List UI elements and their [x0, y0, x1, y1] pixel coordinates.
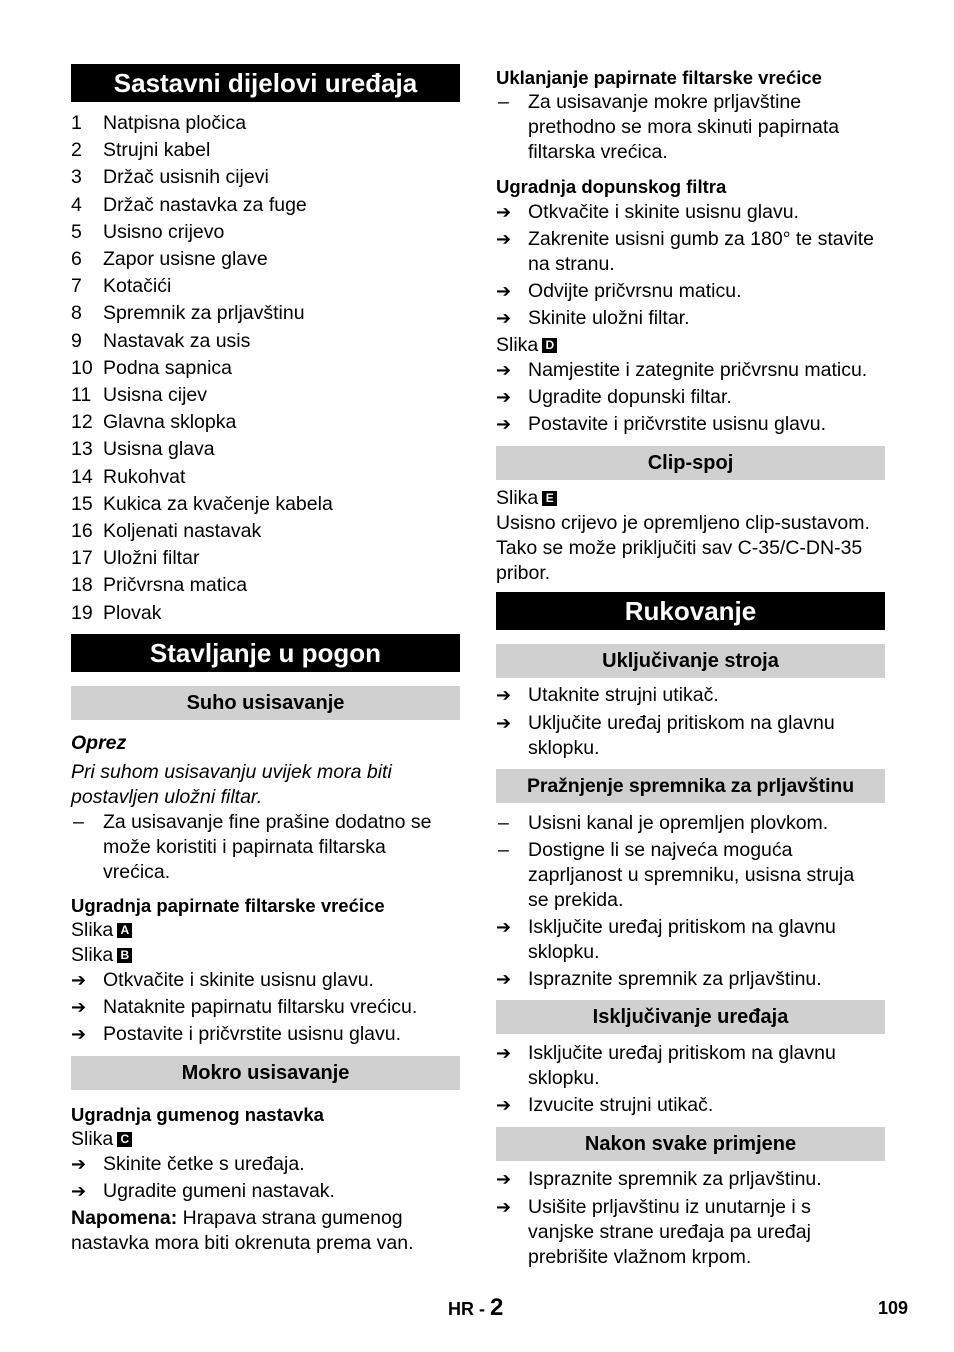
parts-list-item: [71, 164, 460, 191]
after-use-heading: Nakon svake primjene: [496, 1127, 885, 1161]
bag-remove-heading: Uklanjanje papirnate filtarske vrećice: [496, 67, 822, 88]
parts-list-item-text: Nastavak za usis: [103, 329, 251, 352]
step-item: [496, 279, 885, 304]
section-number: 2: [490, 1294, 504, 1321]
footer-separator: -: [474, 1299, 490, 1319]
arrow-icon: ➔: [496, 387, 512, 407]
step-text: Odvijte pričvrsnu maticu.: [528, 280, 742, 302]
parts-list-item-text: Strujni kabel: [103, 139, 211, 162]
item-number: 19: [71, 601, 93, 624]
figure-ref-a: [71, 918, 460, 943]
parts-list-item: [71, 137, 460, 164]
caution-text-line-1: Pri suhom usisavanju uvijek mora biti: [71, 760, 392, 783]
arrow-icon: ➔: [496, 685, 512, 705]
parts-list-item: [71, 192, 460, 219]
arrow-icon: ➔: [496, 308, 512, 328]
item-number: 14: [71, 465, 93, 488]
step-text: sklopku.: [528, 1067, 600, 1089]
arrow-icon: ➔: [496, 713, 512, 733]
bag-remove-line-3: filtarska vrećica.: [528, 141, 668, 163]
caution-text-line-2: postavljen uložni filtar.: [71, 785, 263, 808]
figure-ref-e: [496, 486, 885, 511]
parts-list-item: [71, 273, 460, 300]
empty-note-text: Dostigne li se najveća moguća: [528, 839, 793, 861]
figure-badge-d: D: [542, 338, 557, 353]
parts-list-item: [71, 219, 460, 246]
step-item: [496, 200, 885, 225]
item-number: 18: [71, 574, 93, 597]
figure-ref-b: [71, 943, 460, 968]
dry-vacuum-heading: Suho usisavanje: [71, 686, 460, 720]
parts-list-item-text: Držač nastavka za fuge: [103, 193, 307, 216]
note-paragraph: [71, 1206, 460, 1231]
note-text-line-1: Hrapava strana gumenog: [177, 1206, 403, 1229]
figure-badge-a: A: [117, 923, 132, 938]
step-item: [496, 711, 885, 761]
clip-text-line-2: Tako se može priključiti sav C-35/C-DN-35: [496, 537, 863, 559]
step-item: [496, 227, 885, 277]
figure-label: Slika: [496, 334, 539, 356]
dry-note-item: [71, 810, 460, 885]
rubber-install-steps: [71, 1152, 460, 1204]
item-number: 17: [71, 547, 93, 570]
step-text: Isključite uređaj pritiskom na glavnu: [528, 1042, 836, 1064]
parts-list-item: [71, 545, 460, 572]
parts-list-item-text: Usisno crijevo: [103, 220, 225, 243]
bag-install-heading: Ugradnja papirnate filtarske vrećice: [71, 894, 385, 916]
parts-list-item: [71, 409, 460, 436]
parts-list-item: [71, 246, 460, 273]
parts-list-item: [71, 572, 460, 599]
item-number: 16: [71, 520, 93, 543]
figure-label: Slika: [496, 487, 539, 509]
parts-list-item: [71, 518, 460, 545]
step-text: Usišite prljavštinu iz unutarnje i s: [528, 1196, 811, 1218]
dash-bullet: –: [498, 91, 509, 113]
extra-filter-heading: Ugradnja dopunskog filtra: [496, 176, 727, 197]
step-item: [496, 915, 885, 965]
step-item: [71, 1152, 460, 1177]
page-footer-section: [448, 1294, 503, 1323]
note-label: Napomena:: [71, 1206, 178, 1229]
step-text: Utaknite strujni utikač.: [528, 684, 719, 706]
figure-badge-b: B: [117, 948, 132, 963]
empty-note-item: [496, 811, 885, 836]
parts-list-item-text: Zapor usisne glave: [103, 248, 268, 271]
step-item: [496, 967, 885, 992]
arrow-icon: ➔: [496, 414, 512, 434]
arrow-icon: ➔: [71, 996, 87, 1017]
item-number: 10: [71, 356, 93, 379]
empty-note-text: Usisni kanal je opremljen plovkom.: [528, 812, 829, 834]
step-item: [496, 683, 885, 708]
arrow-icon: ➔: [496, 917, 512, 937]
rubber-install-heading: Ugradnja gumenog nastavka: [71, 1103, 324, 1125]
step-text: sklopku.: [528, 941, 600, 963]
step-item: [496, 1093, 885, 1118]
parts-list-item: [71, 328, 460, 355]
parts-list-item-text: Plovak: [103, 601, 162, 624]
parts-list-item-text: Koljenati nastavak: [103, 520, 262, 543]
step-text: Izvucite strujni utikač.: [528, 1094, 714, 1116]
step-item: [71, 995, 460, 1020]
item-number: 12: [71, 411, 93, 434]
empty-note-text: zaprljanost u spremniku, usisna struja: [528, 864, 855, 886]
parts-list-item: [71, 382, 460, 409]
extra-filter-steps: [496, 358, 885, 437]
item-number: 8: [71, 302, 82, 325]
parts-list-item: [71, 110, 460, 137]
arrow-icon: ➔: [496, 1197, 512, 1217]
step-text: Ispraznite spremnik za prljavštinu.: [528, 1168, 822, 1190]
arrow-icon: ➔: [496, 969, 512, 989]
dash-bullet: –: [498, 812, 509, 834]
step-item-text: Postavite i pričvrstite usisnu glavu.: [103, 1022, 402, 1045]
step-item: [71, 968, 460, 993]
dash-bullet: –: [498, 839, 509, 861]
dry-note-line-1: Za usisavanje fine prašine dodatno se: [103, 810, 432, 833]
step-item-text: Ugradite dopunski filtar.: [528, 386, 732, 408]
parts-list-item-text: Podna sapnica: [103, 356, 233, 379]
item-number: 13: [71, 438, 93, 461]
handling-heading: Rukovanje: [496, 592, 885, 630]
page-number: 109: [878, 1298, 909, 1318]
step-text: Isključite uređaj pritiskom na glavnu: [528, 916, 836, 938]
item-number: 7: [71, 275, 82, 298]
parts-list-item-text: Uložni filtar: [103, 547, 200, 570]
figure-badge-e: E: [542, 491, 557, 506]
arrow-icon: ➔: [496, 229, 512, 249]
arrow-icon: ➔: [496, 281, 512, 301]
empty-note-item: [496, 838, 885, 913]
arrow-icon: ➔: [496, 360, 512, 380]
item-number: 11: [71, 384, 92, 407]
item-number: 2: [71, 139, 82, 162]
item-number: 9: [71, 329, 82, 352]
language-code: HR: [448, 1299, 474, 1319]
step-item-text: Skinite četke s uređaja.: [103, 1152, 305, 1175]
arrow-icon: ➔: [71, 969, 87, 990]
step-item: [71, 1179, 460, 1204]
step-item: [496, 1041, 885, 1091]
step-item: [496, 1195, 885, 1270]
bag-remove-line-2: prethodno se mora skinuti papirnata: [528, 116, 840, 138]
item-number: 6: [71, 248, 82, 271]
step-item: [496, 358, 885, 383]
bag-remove-line-1: Za usisavanje mokre prljavštine: [528, 91, 802, 113]
step-item: [496, 1167, 885, 1192]
parts-list-item: [71, 300, 460, 327]
arrow-icon: ➔: [496, 1043, 512, 1063]
item-number: 4: [71, 193, 82, 216]
step-item: [71, 1022, 460, 1047]
arrow-icon: ➔: [496, 1169, 512, 1189]
step-text: Zakrenite usisni gumb za 180° te stavite: [528, 228, 874, 250]
figure-label: Slika: [71, 943, 114, 966]
switch-on-heading: Uključivanje stroja: [496, 644, 885, 678]
parts-list-item: [71, 600, 460, 627]
step-text: vanjske strane uređaja pa uređaj: [528, 1221, 811, 1243]
clip-text-line-1: Usisno crijevo je opremljeno clip-sustavom.: [496, 512, 870, 534]
parts-list-item-text: Spremnik za prljavštinu: [103, 302, 305, 325]
parts-list-item: [71, 491, 460, 518]
parts-list-item: [71, 436, 460, 463]
parts-list: [71, 110, 460, 627]
step-text: na stranu.: [528, 253, 615, 275]
step-text: Uključite uređaj pritiskom na glavnu: [528, 712, 835, 734]
parts-list-item-text: Glavna sklopka: [103, 411, 237, 434]
step-item-text: Postavite i pričvrstite usisnu glavu.: [528, 413, 827, 435]
arrow-icon: ➔: [71, 1153, 87, 1174]
wet-vacuum-heading: Mokro usisavanje: [71, 1056, 460, 1090]
step-item-text: Otkvačite i skinite usisnu glavu.: [103, 968, 374, 991]
figure-badge-c: C: [117, 1132, 132, 1147]
step-text: Skinite uložni filtar.: [528, 307, 690, 329]
arrow-icon: ➔: [71, 1023, 87, 1044]
clip-text-line-3: pribor.: [496, 562, 551, 584]
arrow-icon: ➔: [496, 1095, 512, 1115]
step-text: prebrišite vlažnom krpom.: [528, 1246, 752, 1268]
parts-list-item: [71, 355, 460, 382]
dry-note-line-3: vrećica.: [103, 860, 171, 883]
step-text: sklopku.: [528, 737, 600, 759]
step-item: [496, 412, 885, 437]
note-text-line-2: nastavka mora biti okrenuta prema van.: [71, 1231, 414, 1254]
step-text: Otkvačite i skinite usisnu glavu.: [528, 201, 799, 223]
item-number: 3: [71, 166, 82, 189]
parts-list-item-text: Kotačići: [103, 275, 172, 298]
parts-heading: Sastavni dijelovi uređaja: [71, 64, 460, 102]
step-item: [496, 306, 885, 331]
parts-list-item-text: Držač usisnih cijevi: [103, 166, 269, 189]
figure-ref-c: [71, 1127, 460, 1152]
item-number: 15: [71, 492, 93, 515]
parts-list-item-text: Natpisna pločica: [103, 112, 247, 134]
dash-bullet: –: [73, 810, 84, 833]
right-column: [496, 64, 885, 1270]
parts-list-item-text: Kukica za kvačenje kabela: [103, 492, 333, 515]
step-item-text: Namjestite i zategnite pričvrsnu maticu.: [528, 359, 868, 381]
empty-container-heading: Pražnjenje spremnika za prljavštinu: [496, 769, 885, 803]
bag-install-steps: [71, 968, 460, 1047]
arrow-icon: ➔: [496, 202, 512, 222]
step-text: Ispraznite spremnik za prljavštinu.: [528, 968, 822, 990]
item-number: 5: [71, 220, 82, 243]
clip-heading: Clip-spoj: [496, 446, 885, 480]
item-number: 1: [71, 112, 82, 134]
step-item-text: Ugradite gumeni nastavak.: [103, 1179, 335, 1202]
parts-list-item-text: Usisna cijev: [103, 384, 208, 407]
parts-list-item-text: Rukohvat: [103, 465, 186, 488]
arrow-icon: ➔: [71, 1180, 87, 1201]
empty-note-text: se prekida.: [528, 889, 624, 911]
figure-label: Slika: [71, 1127, 114, 1150]
figure-ref-d: [496, 333, 885, 358]
bag-remove-item: [496, 90, 885, 165]
caution-label: Oprez: [71, 731, 127, 754]
parts-list-item-text: Usisna glava: [103, 438, 215, 461]
left-column: [71, 64, 460, 1256]
parts-list-item: [71, 464, 460, 491]
switch-off-heading: Isključivanje uređaja: [496, 1000, 885, 1034]
step-item-text: Nataknite papirnatu filtarsku vrećicu.: [103, 995, 418, 1018]
dry-note-line-2: može koristiti i papirnata filtarska: [103, 835, 386, 858]
start-heading: Stavljanje u pogon: [71, 634, 460, 672]
parts-list-item-text: Pričvrsna matica: [103, 574, 248, 597]
figure-label: Slika: [71, 918, 114, 941]
step-item: [496, 385, 885, 410]
